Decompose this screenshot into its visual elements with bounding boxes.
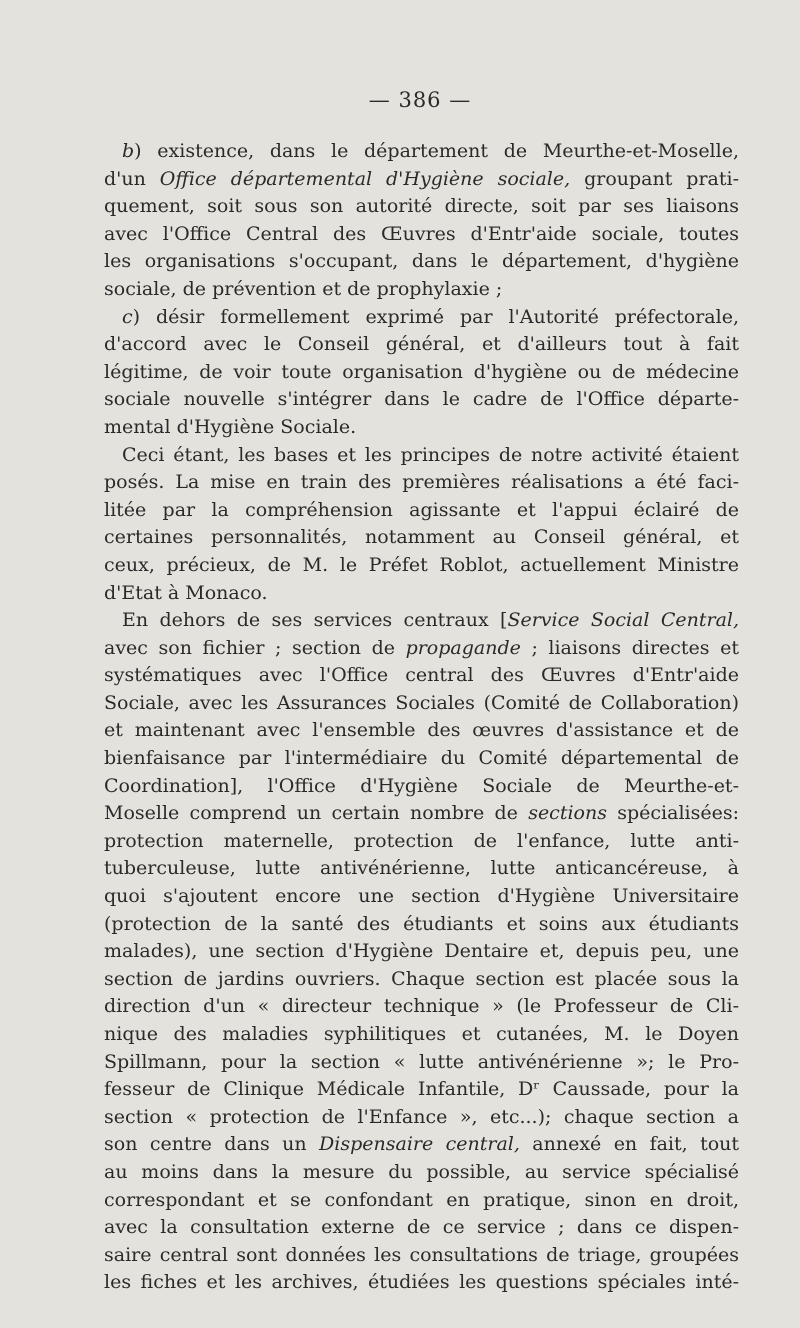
- text-run: direction d'un « directeur technique » (le Professeur de Cli-: [104, 995, 739, 1018]
- text-line: [104, 1131, 739, 1159]
- text-line: [104, 414, 739, 442]
- text-line: [104, 331, 739, 359]
- text-line: [104, 524, 739, 552]
- text-run: d'accord avec le Conseil général, et d'ailleurs tout à fait: [104, 333, 739, 356]
- text-run: nique des maladies syphilitiques et cutanées, M. le Doyen: [104, 1023, 739, 1045]
- text-line: [104, 883, 739, 911]
- text-run: quoi s'ajoutent encore une section d'Hygiène Universitaire: [104, 885, 739, 908]
- text-run: protection maternelle, protection de l'enfance, lutte anti-: [104, 829, 739, 852]
- text-run: avec la consultation externe de ce service ; dans ce dispen-: [104, 1216, 739, 1239]
- text-run: avec l'Office Central des Œuvres d'Entr'aide sociale, toutes: [104, 222, 739, 245]
- text-line: [104, 745, 739, 773]
- text-run: ) désir formellement exprimé par l'Autorité préfectorale,: [132, 305, 739, 328]
- text-line: [104, 1242, 739, 1270]
- text-run: fesseur de Clinique Médicale Infantile, Dʳ Caussade, pour la: [104, 1078, 739, 1101]
- text-run: annexé en fait, tout: [519, 1133, 740, 1156]
- text-run: ceux, précieux, de M. le Préfet Roblot, actuellement Ministre: [104, 553, 739, 576]
- italic-text-run: propagande: [405, 636, 521, 659]
- body-text: [104, 138, 739, 1297]
- page-number: — 386 —: [368, 88, 472, 112]
- text-run: d'Etat à Monaco.: [104, 581, 268, 604]
- text-line: [104, 469, 739, 497]
- text-run: Spillmann, pour la section « lutte antivénérienne »; le Pro-: [104, 1050, 739, 1073]
- text-line: [104, 1021, 739, 1049]
- text-run: tuberculeuse, lutte antivénérienne, lutte anticancéreuse, à: [104, 857, 739, 880]
- text-line: [104, 828, 739, 856]
- text-line: [104, 386, 739, 414]
- text-run: Coordination], l'Office d'Hygiène Sociale de Meurthe-et-: [104, 774, 739, 797]
- text-run: saire central sont données les consultations de triage, groupées: [104, 1243, 739, 1266]
- text-run: malades), une section d'Hygiène Dentaire et, depuis peu, une: [104, 940, 739, 963]
- text-run: sociale, de prévention et de prophylaxie ;: [104, 277, 503, 300]
- text-line: [104, 552, 739, 580]
- text-run: Moselle comprend un certain nombre de: [104, 802, 529, 825]
- text-run: et maintenant avec l'ensemble des œuvres d'assistance et de: [104, 719, 739, 742]
- text-run: ) existence, dans le département de Meurthe-et-Moselle,: [134, 140, 739, 162]
- text-run: avec son fichier ; section de: [104, 636, 406, 659]
- text-line: [104, 911, 739, 939]
- text-run: systématiques avec l'Office central des Œuvres d'Entr'aide: [104, 664, 739, 687]
- italic-text-run: sections: [528, 802, 607, 825]
- text-line: [104, 1104, 739, 1132]
- text-run: groupant prati-: [570, 167, 739, 190]
- text-line: [104, 800, 739, 828]
- italic-text-run: Dispensaire central,: [319, 1133, 520, 1156]
- text-run: En dehors de ses services centraux [: [122, 609, 508, 632]
- text-line: [104, 193, 739, 221]
- text-line: [104, 1269, 739, 1297]
- text-line: [104, 442, 739, 470]
- text-line: [104, 1214, 739, 1242]
- text-line: [104, 138, 739, 166]
- text-run: (protection de la santé des étudiants et soins aux étudiants: [104, 912, 739, 935]
- text-line: [104, 607, 739, 635]
- text-line: [104, 221, 739, 249]
- text-run: correspondant et se confondant en pratique, sinon en droit,: [104, 1188, 739, 1211]
- text-run: section de jardins ouvriers. Chaque section est placée sous la: [104, 967, 739, 990]
- text-line: [104, 166, 739, 194]
- text-line: [104, 304, 739, 332]
- text-run: ; liaisons directes et: [520, 636, 739, 659]
- text-run: section « protection de l'Enfance », etc...); chaque section a: [104, 1105, 739, 1128]
- text-run: les fiches et les archives, étudiées les questions spéciales inté-: [104, 1271, 739, 1294]
- text-run: certaines personnalités, notamment au Conseil général, et: [104, 526, 739, 549]
- text-line: [104, 662, 739, 690]
- text-run: au moins dans la mesure du possible, au service spécialisé: [104, 1160, 739, 1183]
- text-line: [104, 497, 739, 525]
- italic-text-run: b: [122, 140, 135, 162]
- text-run: son centre dans un: [104, 1133, 320, 1156]
- text-line: [104, 580, 739, 608]
- text-line: [104, 248, 739, 276]
- text-line: [104, 966, 739, 994]
- text-line: [104, 359, 739, 387]
- text-run: les organisations s'occupant, dans le département, d'hygiène: [104, 250, 739, 273]
- text-run: Ceci étant, les bases et les principes de notre activité étaient: [122, 443, 739, 466]
- text-line: [104, 1187, 739, 1215]
- text-run: quement, soit sous son autorité directe, soit par ses liaisons: [104, 195, 739, 218]
- text-line: [104, 635, 739, 663]
- text-line: [104, 717, 739, 745]
- text-run: spécialisées:: [606, 802, 739, 825]
- text-line: [104, 855, 739, 883]
- text-line: [104, 1049, 739, 1077]
- text-line: [104, 773, 739, 801]
- text-run: bienfaisance par l'intermédiaire du Comité départemental de: [104, 747, 739, 770]
- text-run: d'un: [104, 167, 160, 190]
- text-line: [104, 1076, 739, 1104]
- text-run: litée par la compréhension agissante et l'appui éclairé de: [104, 498, 739, 521]
- text-run: Sociale, avec les Assurances Sociales (Comité de Collaboration): [104, 691, 739, 714]
- text-line: [104, 993, 739, 1021]
- text-run: posés. La mise en train des premières réalisations a été faci-: [104, 471, 739, 494]
- italic-text-run: Service Social Central,: [507, 609, 740, 632]
- text-line: [104, 1159, 739, 1187]
- text-line: [104, 938, 739, 966]
- italic-text-run: Office départemental d'Hygiène sociale,: [159, 167, 571, 190]
- text-line: [104, 276, 739, 304]
- text-run: légitime, de voir toute organisation d'hygiène ou de médecine: [104, 360, 739, 383]
- text-line: [104, 690, 739, 718]
- italic-text-run: c: [122, 305, 133, 328]
- text-run: mental d'Hygiène Sociale.: [104, 415, 357, 438]
- text-run: sociale nouvelle s'intégrer dans le cadre de l'Office départe-: [104, 388, 739, 411]
